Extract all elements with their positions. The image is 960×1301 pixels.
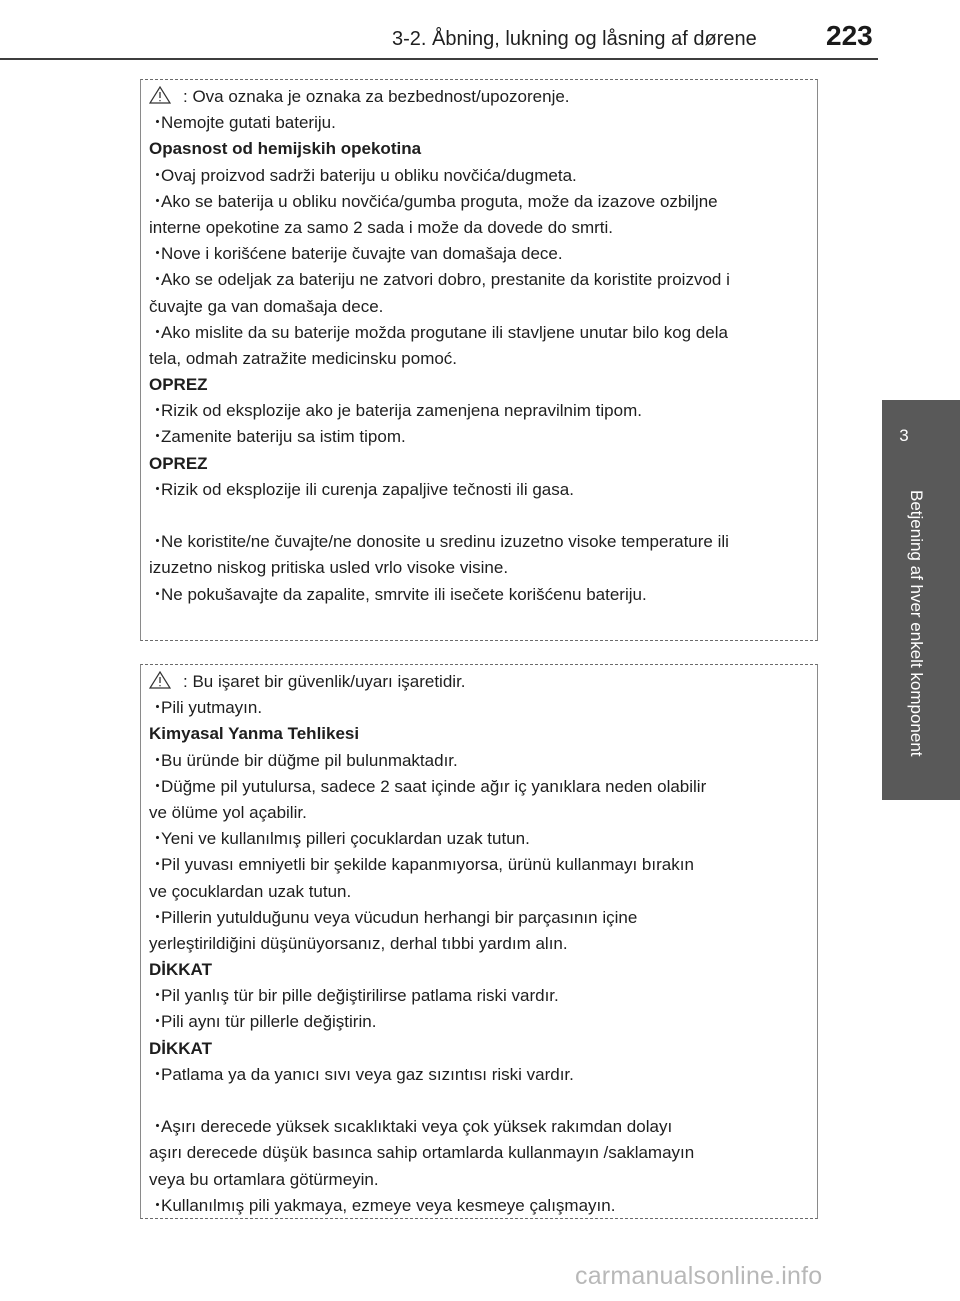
text-line xyxy=(149,983,799,1009)
warning-triangle-icon xyxy=(149,671,171,689)
text-line xyxy=(149,879,799,905)
warning-triangle-icon xyxy=(149,86,171,104)
chapter-label: Betjening af hver enkelt komponent xyxy=(907,490,926,757)
text-line xyxy=(149,529,799,555)
page-number: 223 xyxy=(826,20,873,51)
section-title: 3-2. Åbning, lukning og låsning af dørene xyxy=(392,28,757,50)
text-line xyxy=(149,267,799,293)
text-line xyxy=(149,424,799,450)
section-heading xyxy=(149,1036,799,1062)
bullet-mark: ・ xyxy=(149,1117,166,1137)
bullet-mark: ・ xyxy=(149,401,166,421)
text-line xyxy=(149,905,799,931)
line-text: Pil yanlış tür bir pille değiştirilirse patlama riski vardır. xyxy=(161,986,559,1006)
bullet-mark: ・ xyxy=(149,113,166,133)
line-text: Ako se baterija u obliku novčića/gumba proguta, može da izazove ozbiljne xyxy=(161,191,718,211)
text-line xyxy=(149,852,799,878)
section-heading xyxy=(149,372,799,398)
text-line xyxy=(149,241,799,267)
warning-legend-line xyxy=(149,669,799,695)
line-text: Bu üründe bir düğme pil bulunmaktadır. xyxy=(161,750,458,770)
line-text: Ne koristite/ne čuvajte/ne donosite u sredinu izuzetno visoke temperature ili xyxy=(161,532,729,552)
bullet-mark: ・ xyxy=(149,855,166,875)
line-text: : Bu işaret bir güvenlik/uyarı işaretidir. xyxy=(183,672,466,691)
bullet-mark: ・ xyxy=(149,479,166,499)
chapter-side-tab xyxy=(882,400,960,800)
bullet-mark: ・ xyxy=(149,776,166,796)
line-text: DİKKAT xyxy=(149,1038,212,1058)
text-line xyxy=(149,931,799,957)
bullet-mark: ・ xyxy=(149,1195,166,1215)
bullet-mark: ・ xyxy=(149,584,166,604)
line-text: veya bu ortamlara götürmeyin. xyxy=(149,1169,379,1189)
text-line xyxy=(149,555,799,581)
line-text: : Ova oznaka je oznaka za bezbednost/upozorenje. xyxy=(183,87,570,106)
bullet-mark: ・ xyxy=(149,244,166,264)
line-text: Ako se odeljak za bateriju ne zatvori dobro, prestanite da koristite proizvod i xyxy=(161,270,730,290)
line-text: Ako mislite da su baterije možda progutane ili stavljene unutar bilo kog dela xyxy=(161,322,728,342)
line-text: Rizik od eksplozije ako je baterija zamenjena nepravilnim tipom. xyxy=(161,401,642,421)
watermark: carmanualsonline.info xyxy=(575,1262,823,1290)
bullet-mark: ・ xyxy=(149,165,166,185)
line-text: Aşırı derecede yüksek sıcaklıktaki veya çok yüksek rakımdan dolayı xyxy=(161,1117,673,1137)
bullet-mark: ・ xyxy=(149,1064,166,1084)
line-text: tela, odmah zatražite medicinsku pomoć. xyxy=(149,348,458,368)
bullet-mark: ・ xyxy=(149,698,166,718)
bullet-mark: ・ xyxy=(149,829,166,849)
line-text: Ne pokušavajte da zapalite, smrvite ili isečete korišćenu bateriju. xyxy=(161,584,647,604)
section-heading xyxy=(149,451,799,477)
line-text: aşırı derecede düşük basınca sahip ortamlarda kullanmayın /saklamayın xyxy=(149,1143,695,1163)
line-text: Pil yuvası emniyetli bir şekilde kapanmıyorsa, ürünü kullanmayı bırakın xyxy=(161,855,694,875)
line-text: Pili aynı tür pillerle değiştirin. xyxy=(161,1012,377,1032)
warning-box-serbian xyxy=(140,79,818,641)
text-line xyxy=(149,503,799,529)
text-line xyxy=(149,398,799,424)
line-text: Düğme pil yutulursa, sadece 2 saat içinde ağır iç yanıklara neden olabilir xyxy=(161,776,707,796)
line-text: Kimyasal Yanma Tehlikesi xyxy=(149,724,360,744)
line-text: Rizik od eksplozije ili curenja zapaljive tečnosti ili gasa. xyxy=(161,479,574,499)
line-text: Kullanılmış pili yakmaya, ezmeye veya kesmeye çalışmayın. xyxy=(161,1195,616,1215)
text-line xyxy=(149,1193,799,1219)
line-text: Opasnost od hemijskih opekotina xyxy=(149,139,422,159)
text-line xyxy=(149,346,799,372)
line-text: interne opekotine za samo 2 sada i može da dovede do smrti. xyxy=(149,217,613,237)
line-text: Zamenite bateriju sa istim tipom. xyxy=(161,427,406,447)
text-line xyxy=(149,695,799,721)
line-text: Pili yutmayın. xyxy=(161,698,263,718)
line-text: OPREZ xyxy=(149,453,208,473)
text-line xyxy=(149,477,799,503)
bullet-mark: ・ xyxy=(149,322,166,342)
warning-box-turkish-body xyxy=(149,669,799,1219)
text-line xyxy=(149,110,799,136)
warning-box-serbian-body xyxy=(149,84,799,608)
text-line xyxy=(149,163,799,189)
text-line xyxy=(149,294,799,320)
bullet-mark: ・ xyxy=(149,1012,166,1032)
line-text: yerleştirildiğini düşünüyorsanız, derhal tıbbi yardım alın. xyxy=(149,933,568,953)
text-line xyxy=(149,1062,799,1088)
text-line xyxy=(149,215,799,241)
text-line xyxy=(149,774,799,800)
text-line xyxy=(149,582,799,608)
text-line xyxy=(149,1088,799,1114)
line-text: Yeni ve kullanılmış pilleri çocuklardan uzak tutun. xyxy=(161,829,530,849)
line-text: Nove i korišćene baterije čuvajte van domašaja dece. xyxy=(161,244,563,264)
line-text: Pillerin yutulduğunu veya vücudun herhangi bir parçasının içine xyxy=(161,907,638,927)
text-line xyxy=(149,1140,799,1166)
text-line xyxy=(149,320,799,346)
text-line xyxy=(149,189,799,215)
line-text: čuvajte ga van domašaja dece. xyxy=(149,296,384,316)
text-line xyxy=(149,1009,799,1035)
section-heading xyxy=(149,957,799,983)
bullet-mark: ・ xyxy=(149,427,166,447)
line-text: Ovaj proizvod sadrži bateriju u obliku novčića/dugmeta. xyxy=(161,165,577,185)
text-line xyxy=(149,800,799,826)
bullet-mark: ・ xyxy=(149,191,166,211)
text-line xyxy=(149,748,799,774)
header-rule xyxy=(0,58,878,60)
line-text: ve ölüme yol açabilir. xyxy=(149,802,307,822)
bullet-mark: ・ xyxy=(149,907,166,927)
line-text: Nemojte gutati bateriju. xyxy=(161,113,336,133)
line-text: Patlama ya da yanıcı sıvı veya gaz sızıntısı riski vardır. xyxy=(161,1064,574,1084)
chapter-number: 3 xyxy=(899,426,909,445)
text-line xyxy=(149,1114,799,1140)
line-text: izuzetno niskog pritiska usled vrlo visoke visine. xyxy=(149,558,509,578)
bullet-mark: ・ xyxy=(149,750,166,770)
line-text: DİKKAT xyxy=(149,960,212,980)
text-line xyxy=(149,826,799,852)
section-heading xyxy=(149,721,799,747)
text-line xyxy=(149,1167,799,1193)
warning-legend-line xyxy=(149,84,799,110)
bullet-mark: ・ xyxy=(149,986,166,1006)
bullet-mark: ・ xyxy=(149,270,166,290)
line-text: OPREZ xyxy=(149,375,208,395)
warning-box-turkish xyxy=(140,664,818,1219)
section-heading xyxy=(149,136,799,162)
bullet-mark: ・ xyxy=(149,532,166,552)
line-text: ve çocuklardan uzak tutun. xyxy=(149,881,352,901)
